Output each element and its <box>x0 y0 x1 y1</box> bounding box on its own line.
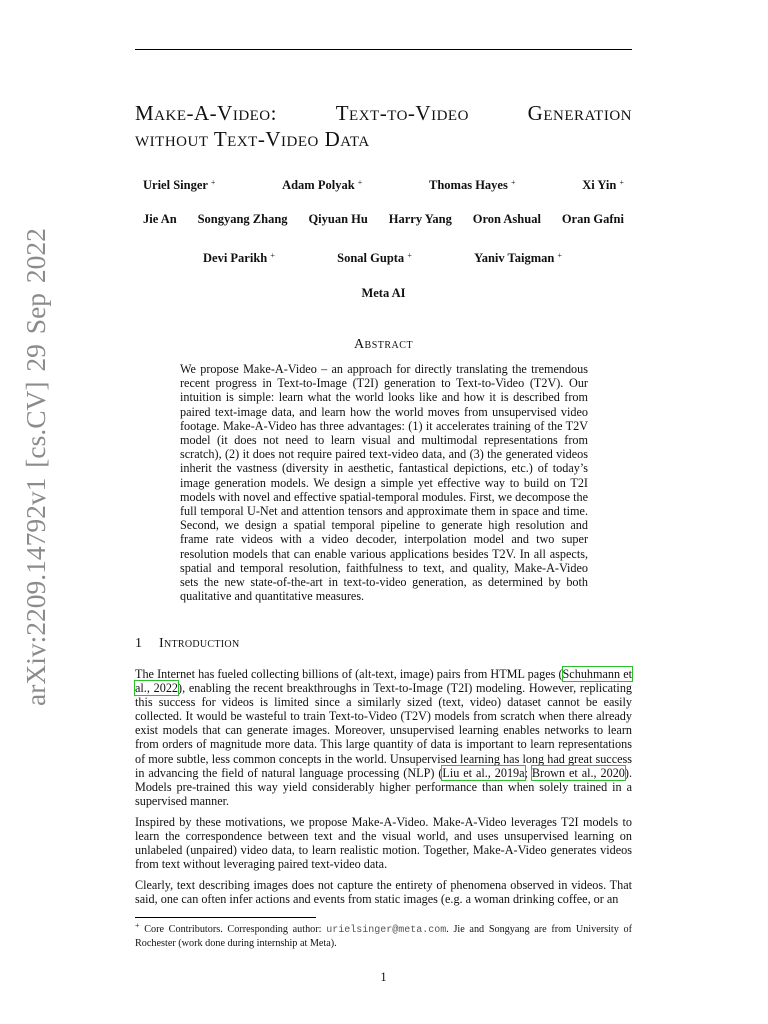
author: Thomas Hayes + <box>429 178 516 192</box>
title-word-3: Generation <box>527 101 632 125</box>
author: Harry Yang <box>388 212 452 226</box>
footnote-rule <box>135 917 316 918</box>
paragraph: Inspired by these motivations, we propose Make-A-Video. Make-A-Video leverages T2I models to learn the correspondence between text and the visual world, and uses unsupervised learning on unlabeled (unpaired) video data, to learn realistic motion. Together, Make-A-Video generates videos from text without leveraging paired text-video data. <box>135 814 632 872</box>
page-number: 1 <box>380 970 387 984</box>
author: Xi Yin + <box>582 178 624 192</box>
citation-link[interactable]: Brown et al., 2020 <box>531 765 625 780</box>
author: Qiyuan Hu <box>308 212 368 226</box>
title-line-1 <box>135 100 632 126</box>
author-row-3 <box>135 248 632 266</box>
title-line-2: without Text-Video Data <box>135 127 370 151</box>
arxiv-identifier-stamp: arXiv:2209.14792v1 [cs.CV] 29 Sep 2022 <box>20 228 51 706</box>
author-row-2 <box>135 211 632 227</box>
author: Adam Polyak + <box>282 178 363 192</box>
author: Oran Gafni <box>561 212 624 226</box>
footnote: + Core Contributors. Corresponding author: urielsinger@meta.com. Jie and Songyang are from University of Rochester (work done during internship at Meta). <box>135 921 633 949</box>
footnote-mark: + <box>135 921 140 930</box>
title-word-1: Make-A-Video: <box>135 101 277 125</box>
section-number: 1 <box>135 636 143 651</box>
author: Devi Parikh + <box>203 251 275 265</box>
email-link[interactable]: urielsinger@meta.com <box>326 925 447 936</box>
paragraph: The Internet has fueled collecting billions of (alt-text, image) pairs from HTML pages (Schuhmann et al., 2022), enabling the recent breakthroughs in Text-to-Image (T2I) modeling. However, replicating this success for videos is limited since a similarly sized (text, video) dataset cannot be easily collected. It would be wasteful to train Text-to-Video (T2V) models from scratch when there already exist models that can generate images. Moreover, unsupervised learning enables networks to learn from orders of magnitude more data. This large quantity of data is important to learn representations of more subtle, less common concepts in the world. Unsupervised learning has long had great success in advancing the field of natural language processing (NLP) (Liu et al., 2019a; Brown et al., 2020). Models pre-trained this way yield considerably higher performance than when solely trained in a supervised manner. <box>135 667 633 808</box>
paragraph: Clearly, text describing images does not capture the entirety of phenomena observed in videos. That said, one can often infer actions and events from static images (e.g. a woman drinking coffee, or an <box>135 878 632 907</box>
section-title: Introduction <box>159 636 240 651</box>
author: Uriel Singer + <box>143 178 216 192</box>
abstract-heading: Abstract <box>353 337 414 352</box>
author: Oron Ashual <box>472 212 541 226</box>
author: Yaniv Taigman + <box>474 251 562 265</box>
author: Sonal Gupta + <box>337 251 412 265</box>
abstract-body: We propose Make-A-Video – an approach for directly translating the tremendous recent progress in Text-to-Image (T2I) generation to Text-to-Video (T2V). Our intuition is simple: learn what the world looks like and how it is described from paired text-image data, and learn how the world moves from unsupervised video footage. Make-A-Video has three advantages: (1) it accelerates training of the T2V model (it does not need to learn visual and multimodal representations from scratch), (2) it does not require paired text-video data, and (3) the generated videos inherit the vastness (diversity in aesthetic, fantastical depictions, etc.) of today’s image generation models. We design a simple yet effective way to build on T2I models with novel and effective spatial-temporal modules. First, we decompose the full temporal U-Net and attention tensors and approximate them in space and time. Second, we design a spatial temporal pipeline to generate high resolution and frame rate videos with a video decoder, interpolation model and two super resolution models that can enable various applications besides T2V. In all aspects, spatial and temporal resolution, faithfulness to text, and quality, Make-A-Video sets the new state-of-the-art in text-to-video generation, as determined by both qualitative and quantitative measures. <box>180 362 588 604</box>
citation-link[interactable]: Schuhmann et al., 2022 <box>135 667 632 696</box>
author-row-1 <box>135 175 632 193</box>
author: Songyang Zhang <box>197 212 288 226</box>
section-heading-introduction <box>135 636 632 652</box>
paper-title <box>135 100 632 152</box>
title-word-2: Text-to-Video <box>335 101 469 125</box>
introduction-body <box>135 667 632 914</box>
citation-link[interactable]: Liu et al., 2019a <box>442 765 525 780</box>
header-rule <box>135 49 632 50</box>
author: Jie An <box>143 212 177 226</box>
affiliation: Meta AI <box>361 286 406 300</box>
